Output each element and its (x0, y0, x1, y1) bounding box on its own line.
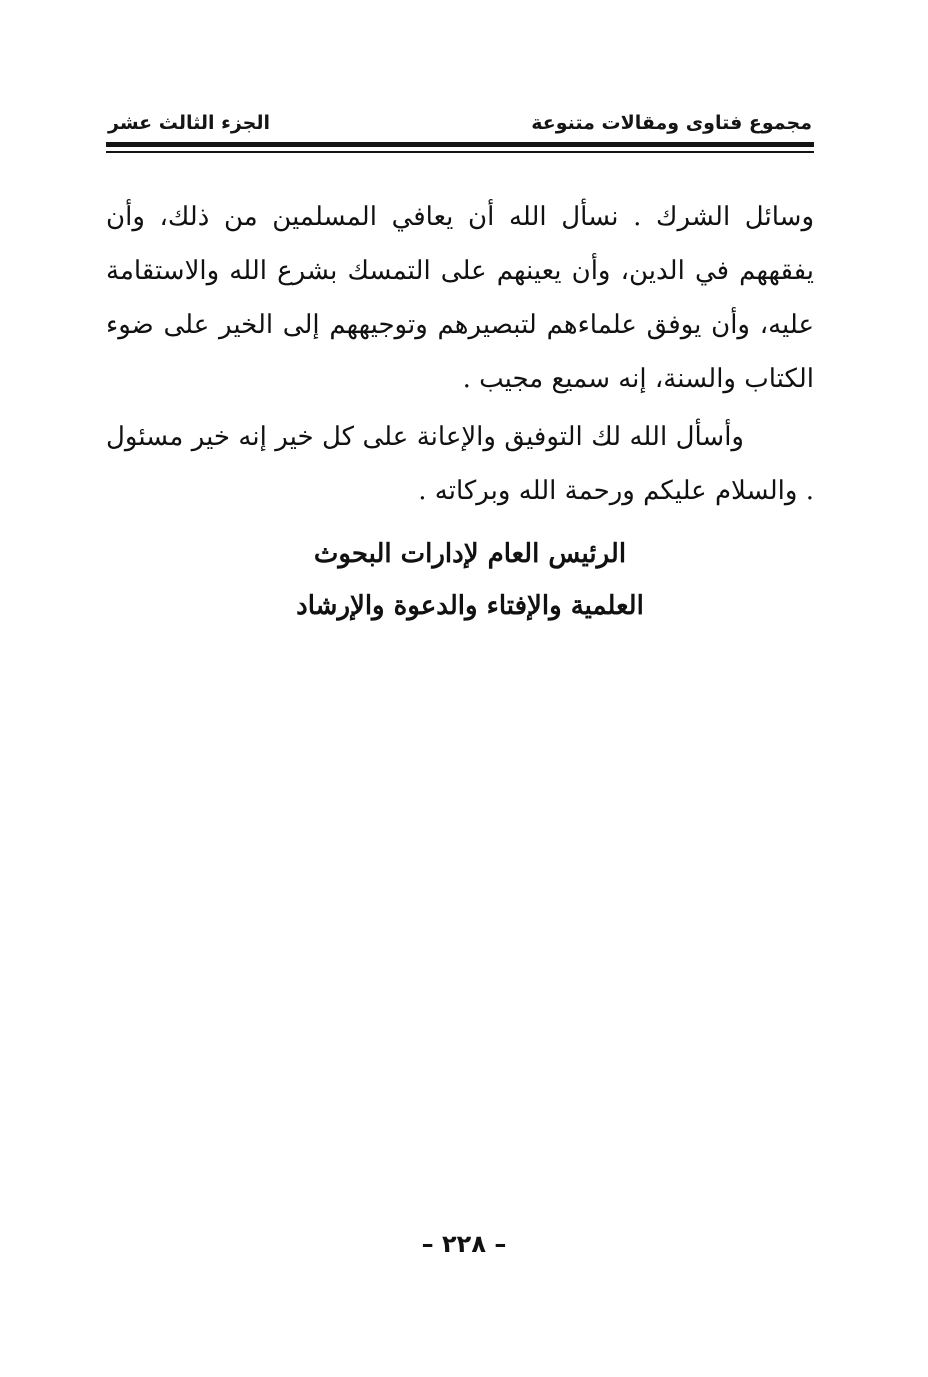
volume-label: الجزء الثالث عشر (108, 112, 271, 134)
signature-line-1: الرئيس العام لإدارات البحوث (313, 539, 627, 569)
paragraph-1: وسائل الشرك . نسأل الله أن يعافي المسلمين من ذلك، وأن يفقههم في الدين، وأن يعينهم على التمسك بشرع الله والاستقامة عليه، وأن يوفق علماءهم لتبصيرهم وتوجيههم إلى الخير على ضوء الكتاب والسنة، إنه سميع مجيب . (106, 202, 815, 394)
header-rule-thick (106, 142, 814, 147)
body-text (106, 190, 814, 518)
running-header (108, 106, 812, 140)
signature-line-2: العلمية والإفتاء والدعوة والإرشاد (296, 591, 644, 621)
signature-block (106, 528, 814, 632)
paragraph-2: وأسأل الله لك التوفيق والإعانة على كل خير إنه خير مسئول . والسلام عليكم ورحمة الله وبركاته . (106, 422, 814, 506)
page-number: – ٢٢٨ – (421, 1230, 507, 1258)
header-rule-thin (106, 151, 814, 153)
book-title: مجموع فتاوى ومقالات متنوعة (531, 112, 812, 134)
